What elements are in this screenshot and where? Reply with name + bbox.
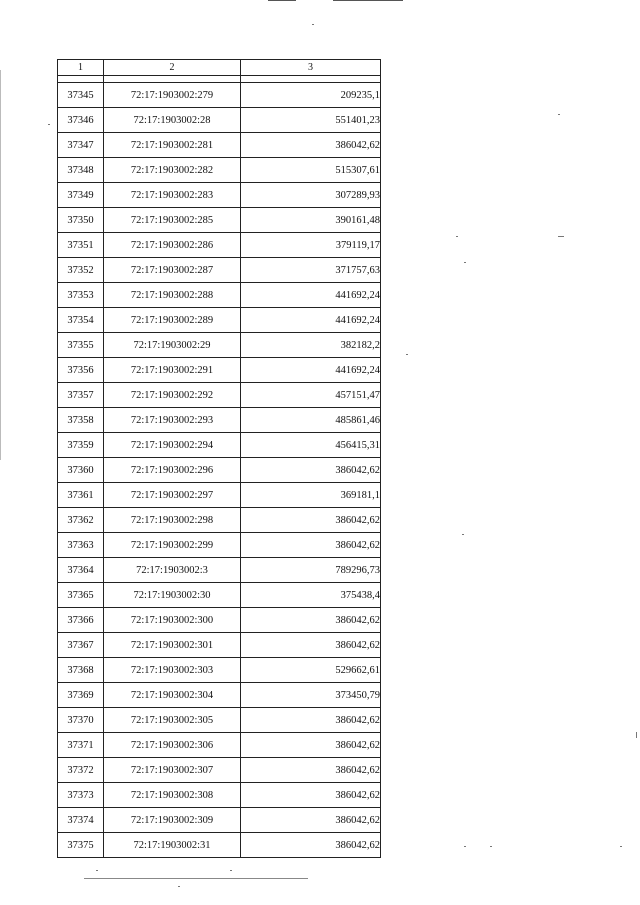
row-number: 37349 xyxy=(58,183,104,208)
cadastral-value: 441692,24 xyxy=(241,358,381,383)
table-row xyxy=(58,708,381,733)
cadastral-number: 72:17:1903002:28 xyxy=(104,108,241,133)
cadastral-value: 371757,63 xyxy=(241,258,381,283)
column-header-3: 3 xyxy=(241,60,381,76)
table-row xyxy=(58,408,381,433)
cadastral-number: 72:17:1903002:282 xyxy=(104,158,241,183)
cadastral-number: 72:17:1903002:281 xyxy=(104,133,241,158)
cadastral-value: 379119,17 xyxy=(241,233,381,258)
table-row xyxy=(58,383,381,408)
column-header-1: 1 xyxy=(58,60,104,76)
table-row xyxy=(58,308,381,333)
column-header-2: 2 xyxy=(104,60,241,76)
row-number: 37365 xyxy=(58,583,104,608)
cadastral-value: 456415,31 xyxy=(241,433,381,458)
cadastral-value: 515307,61 xyxy=(241,158,381,183)
cadastral-value: 386042,62 xyxy=(241,608,381,633)
table-row xyxy=(58,233,381,258)
scan-speck xyxy=(558,114,560,115)
table-row xyxy=(58,258,381,283)
cadastral-number: 72:17:1903002:287 xyxy=(104,258,241,283)
row-number: 37355 xyxy=(58,333,104,358)
table-row xyxy=(58,783,381,808)
row-number: 37370 xyxy=(58,708,104,733)
scan-artifact-left-edge xyxy=(0,70,1,460)
table-row xyxy=(58,558,381,583)
scan-speck xyxy=(620,846,622,847)
table-row xyxy=(58,658,381,683)
table-row xyxy=(58,583,381,608)
table-header-row xyxy=(58,60,381,76)
cadastral-number: 72:17:1903002:288 xyxy=(104,283,241,308)
row-number: 37346 xyxy=(58,108,104,133)
table-row xyxy=(58,808,381,833)
cadastral-value: 386042,62 xyxy=(241,808,381,833)
scan-speck xyxy=(558,236,564,237)
row-number: 37367 xyxy=(58,633,104,658)
cadastral-number: 72:17:1903002:305 xyxy=(104,708,241,733)
scan-speck xyxy=(312,24,314,25)
cadastral-value: 386042,62 xyxy=(241,533,381,558)
row-number: 37359 xyxy=(58,433,104,458)
row-number: 37374 xyxy=(58,808,104,833)
scan-speck xyxy=(230,870,232,871)
cadastral-number: 72:17:1903002:299 xyxy=(104,533,241,558)
scan-speck xyxy=(456,236,458,237)
row-number: 37371 xyxy=(58,733,104,758)
table-row xyxy=(58,158,381,183)
table-row xyxy=(58,333,381,358)
cadastral-value: 307289,93 xyxy=(241,183,381,208)
scan-speck xyxy=(48,124,50,125)
row-number: 37345 xyxy=(58,83,104,108)
table-row xyxy=(58,608,381,633)
table-row xyxy=(58,83,381,108)
cadastral-number: 72:17:1903002:285 xyxy=(104,208,241,233)
scan-speck xyxy=(464,846,466,847)
cadastral-value: 386042,62 xyxy=(241,133,381,158)
cadastral-value: 441692,24 xyxy=(241,308,381,333)
row-number: 37360 xyxy=(58,458,104,483)
table-row xyxy=(58,508,381,533)
cadastral-number: 72:17:1903002:292 xyxy=(104,383,241,408)
cadastral-value: 386042,62 xyxy=(241,708,381,733)
cadastral-number: 72:17:1903002:298 xyxy=(104,508,241,533)
row-number: 37358 xyxy=(58,408,104,433)
scan-speck xyxy=(406,354,408,355)
table-row xyxy=(58,683,381,708)
cadastral-value: 386042,62 xyxy=(241,633,381,658)
cadastral-number: 72:17:1903002:296 xyxy=(104,458,241,483)
table-row xyxy=(58,283,381,308)
cadastral-value: 209235,1 xyxy=(241,83,381,108)
row-number: 37363 xyxy=(58,533,104,558)
cadastral-number: 72:17:1903002:304 xyxy=(104,683,241,708)
row-number: 37351 xyxy=(58,233,104,258)
cadastral-number: 72:17:1903002:294 xyxy=(104,433,241,458)
cadastral-number: 72:17:1903002:303 xyxy=(104,658,241,683)
cadastral-value: 386042,62 xyxy=(241,458,381,483)
table-row xyxy=(58,358,381,383)
table-row xyxy=(58,758,381,783)
cadastral-number: 72:17:1903002:309 xyxy=(104,808,241,833)
table-row xyxy=(58,433,381,458)
scan-speck xyxy=(464,262,466,263)
row-number: 37364 xyxy=(58,558,104,583)
cadastral-value: 386042,62 xyxy=(241,783,381,808)
row-number: 37353 xyxy=(58,283,104,308)
cadastral-number: 72:17:1903002:3 xyxy=(104,558,241,583)
row-number: 37357 xyxy=(58,383,104,408)
scan-speck xyxy=(96,870,98,871)
row-number: 37352 xyxy=(58,258,104,283)
cadastral-number: 72:17:1903002:279 xyxy=(104,83,241,108)
cadastral-number: 72:17:1903002:286 xyxy=(104,233,241,258)
header-separator xyxy=(58,76,381,83)
cadastral-value: 457151,47 xyxy=(241,383,381,408)
row-number: 37354 xyxy=(58,308,104,333)
table-body xyxy=(58,83,381,858)
cadastral-value: 386042,62 xyxy=(241,733,381,758)
table-row xyxy=(58,633,381,658)
cadastral-number: 72:17:1903002:308 xyxy=(104,783,241,808)
row-number: 37347 xyxy=(58,133,104,158)
row-number: 37368 xyxy=(58,658,104,683)
cadastral-number: 72:17:1903002:291 xyxy=(104,358,241,383)
cadastral-value: 441692,24 xyxy=(241,283,381,308)
row-number: 37348 xyxy=(58,158,104,183)
cadastral-value: 369181,1 xyxy=(241,483,381,508)
cadastral-number: 72:17:1903002:293 xyxy=(104,408,241,433)
cadastral-number: 72:17:1903002:283 xyxy=(104,183,241,208)
cadastral-number: 72:17:1903002:29 xyxy=(104,333,241,358)
cadastral-value: 386042,62 xyxy=(241,758,381,783)
cadastral-value: 529662,61 xyxy=(241,658,381,683)
cadastral-value: 386042,62 xyxy=(241,508,381,533)
cadastral-value: 382182,2 xyxy=(241,333,381,358)
cadastral-value: 551401,23 xyxy=(241,108,381,133)
cadastral-number: 72:17:1903002:307 xyxy=(104,758,241,783)
scan-speck xyxy=(178,886,180,887)
cadastral-value: 386042,62 xyxy=(241,833,381,858)
cadastral-value: 789296,73 xyxy=(241,558,381,583)
table-row xyxy=(58,733,381,758)
scan-speck xyxy=(636,732,637,738)
table-row xyxy=(58,458,381,483)
row-number: 37350 xyxy=(58,208,104,233)
row-number: 37361 xyxy=(58,483,104,508)
table-row xyxy=(58,533,381,558)
scan-speck xyxy=(462,534,464,535)
scan-artifact-top-left xyxy=(268,0,296,1)
cadastral-value: 375438,4 xyxy=(241,583,381,608)
table-row xyxy=(58,108,381,133)
scan-speck xyxy=(490,846,492,847)
cadastral-value: 485861,46 xyxy=(241,408,381,433)
cadastral-number: 72:17:1903002:289 xyxy=(104,308,241,333)
cadastral-number: 72:17:1903002:306 xyxy=(104,733,241,758)
cadastral-value: 373450,79 xyxy=(241,683,381,708)
row-number: 37356 xyxy=(58,358,104,383)
cadastral-value: 390161,48 xyxy=(241,208,381,233)
cadastral-number: 72:17:1903002:300 xyxy=(104,608,241,633)
row-number: 37362 xyxy=(58,508,104,533)
table-row xyxy=(58,208,381,233)
scan-artifact-bottom xyxy=(84,878,308,879)
cadastral-number: 72:17:1903002:31 xyxy=(104,833,241,858)
table-row xyxy=(58,483,381,508)
row-number: 37372 xyxy=(58,758,104,783)
scan-artifact-top-right xyxy=(333,0,403,1)
row-number: 37369 xyxy=(58,683,104,708)
table-row xyxy=(58,833,381,858)
table-row xyxy=(58,183,381,208)
row-number: 37373 xyxy=(58,783,104,808)
row-number: 37366 xyxy=(58,608,104,633)
cadastral-value-table xyxy=(57,59,381,858)
cadastral-number: 72:17:1903002:301 xyxy=(104,633,241,658)
cadastral-number: 72:17:1903002:30 xyxy=(104,583,241,608)
table-row xyxy=(58,133,381,158)
row-number: 37375 xyxy=(58,833,104,858)
cadastral-number: 72:17:1903002:297 xyxy=(104,483,241,508)
